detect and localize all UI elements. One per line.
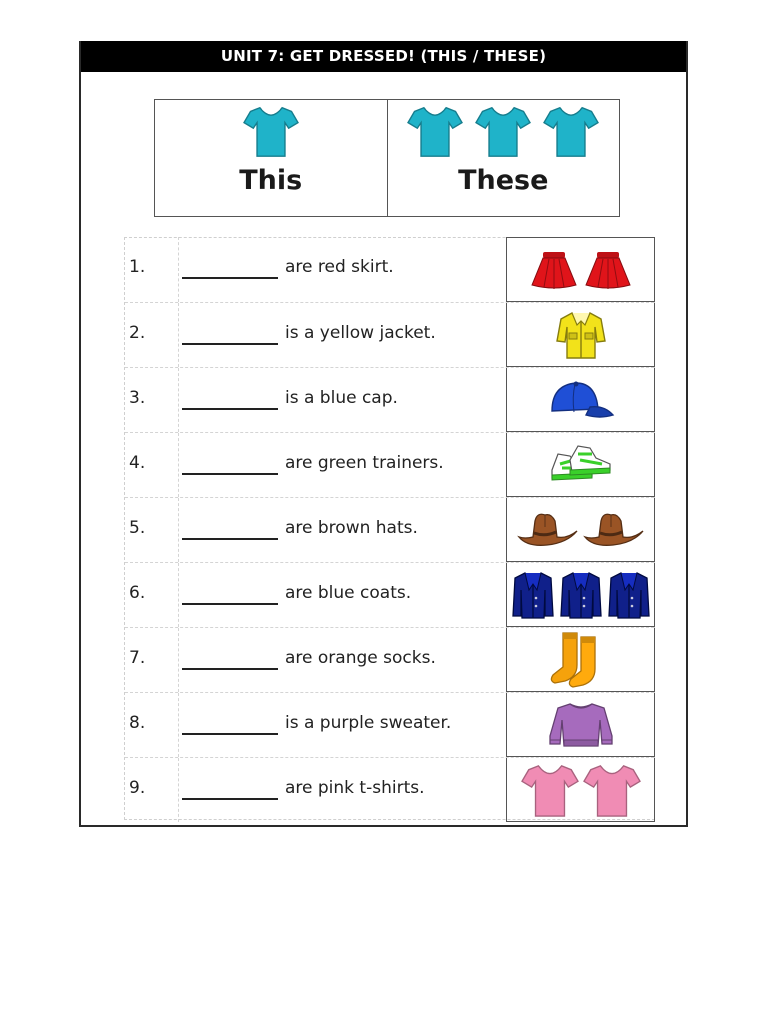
column-divider — [178, 498, 179, 562]
yellow-jacket-icon — [555, 309, 607, 361]
exercise-row — [125, 367, 654, 432]
blue-coat-icon — [559, 570, 603, 620]
exercise-row — [125, 757, 654, 822]
answer-blank[interactable] — [182, 343, 278, 345]
exercise-sentence: is a blue cap. — [285, 388, 398, 408]
answer-blank[interactable] — [182, 798, 278, 800]
single-tshirt-picture — [155, 104, 387, 158]
this-label: This — [239, 165, 303, 196]
column-divider — [178, 368, 179, 432]
these-example-cell — [388, 100, 620, 216]
picture-cell — [506, 237, 655, 302]
exercise-number: 5. — [129, 518, 146, 538]
orange-socks-icon — [549, 631, 613, 689]
picture-cell — [506, 563, 655, 627]
exercise-number: 9. — [129, 778, 146, 798]
brown-hat-icon — [583, 509, 645, 551]
blue-coat-icon — [607, 570, 651, 620]
exercise-sentence: are brown hats. — [285, 518, 418, 538]
brown-hat-icon — [517, 509, 579, 551]
exercise-number: 8. — [129, 713, 146, 733]
column-divider — [178, 758, 179, 822]
exercise-row — [125, 237, 654, 302]
exercise-row — [125, 432, 654, 497]
tshirt-icon — [242, 104, 300, 158]
column-divider — [178, 303, 179, 367]
exercise-row — [125, 302, 654, 367]
exercise-table — [124, 237, 655, 820]
pink-tshirt-icon — [583, 762, 641, 818]
worksheet — [79, 41, 688, 827]
red-skirt-icon — [583, 249, 633, 291]
three-tshirts-picture — [388, 104, 620, 158]
tshirt-icon — [406, 104, 464, 158]
exercise-sentence: are green trainers. — [285, 453, 444, 473]
answer-blank[interactable] — [182, 538, 278, 540]
exercise-sentence: are orange socks. — [285, 648, 436, 668]
picture-cell — [506, 303, 655, 367]
exercise-sentence: are blue coats. — [285, 583, 412, 603]
worksheet-title: UNIT 7: GET DRESSED! (THIS / THESE) — [81, 41, 686, 72]
answer-blank[interactable] — [182, 603, 278, 605]
exercise-number: 6. — [129, 583, 146, 603]
exercise-row — [125, 692, 654, 757]
picture-cell — [506, 628, 655, 692]
exercise-number: 4. — [129, 453, 146, 473]
picture-cell — [506, 368, 655, 432]
exercise-number: 3. — [129, 388, 146, 408]
exercise-number: 7. — [129, 648, 146, 668]
picture-cell — [506, 693, 655, 757]
tshirt-icon — [474, 104, 532, 158]
this-example-cell — [155, 100, 388, 216]
answer-blank[interactable] — [182, 733, 278, 735]
column-divider — [178, 433, 179, 497]
picture-cell — [506, 498, 655, 562]
answer-blank[interactable] — [182, 473, 278, 475]
picture-cell — [506, 433, 655, 497]
blue-coat-icon — [511, 570, 555, 620]
exercise-number: 2. — [129, 323, 146, 343]
exercise-row — [125, 627, 654, 692]
exercise-row — [125, 497, 654, 562]
blue-cap-icon — [546, 377, 616, 423]
green-trainers-icon — [548, 440, 614, 490]
column-divider — [178, 237, 179, 302]
column-divider — [178, 693, 179, 757]
answer-blank[interactable] — [182, 408, 278, 410]
exercise-sentence: are pink t-shirts. — [285, 778, 425, 798]
exercise-number: 1. — [129, 257, 146, 277]
answer-blank[interactable] — [182, 668, 278, 670]
red-skirt-icon — [529, 249, 579, 291]
column-divider — [178, 563, 179, 627]
these-label: These — [458, 165, 549, 196]
tshirt-icon — [542, 104, 600, 158]
exercise-sentence: is a yellow jacket. — [285, 323, 436, 343]
column-divider — [178, 628, 179, 692]
this-these-example-box — [154, 99, 620, 217]
exercise-sentence: are red skirt. — [285, 257, 394, 277]
exercise-sentence: is a purple sweater. — [285, 713, 452, 733]
picture-cell — [506, 758, 655, 822]
answer-blank[interactable] — [182, 277, 278, 279]
purple-sweater-icon — [548, 700, 614, 750]
pink-tshirt-icon — [521, 762, 579, 818]
exercise-row — [125, 562, 654, 627]
